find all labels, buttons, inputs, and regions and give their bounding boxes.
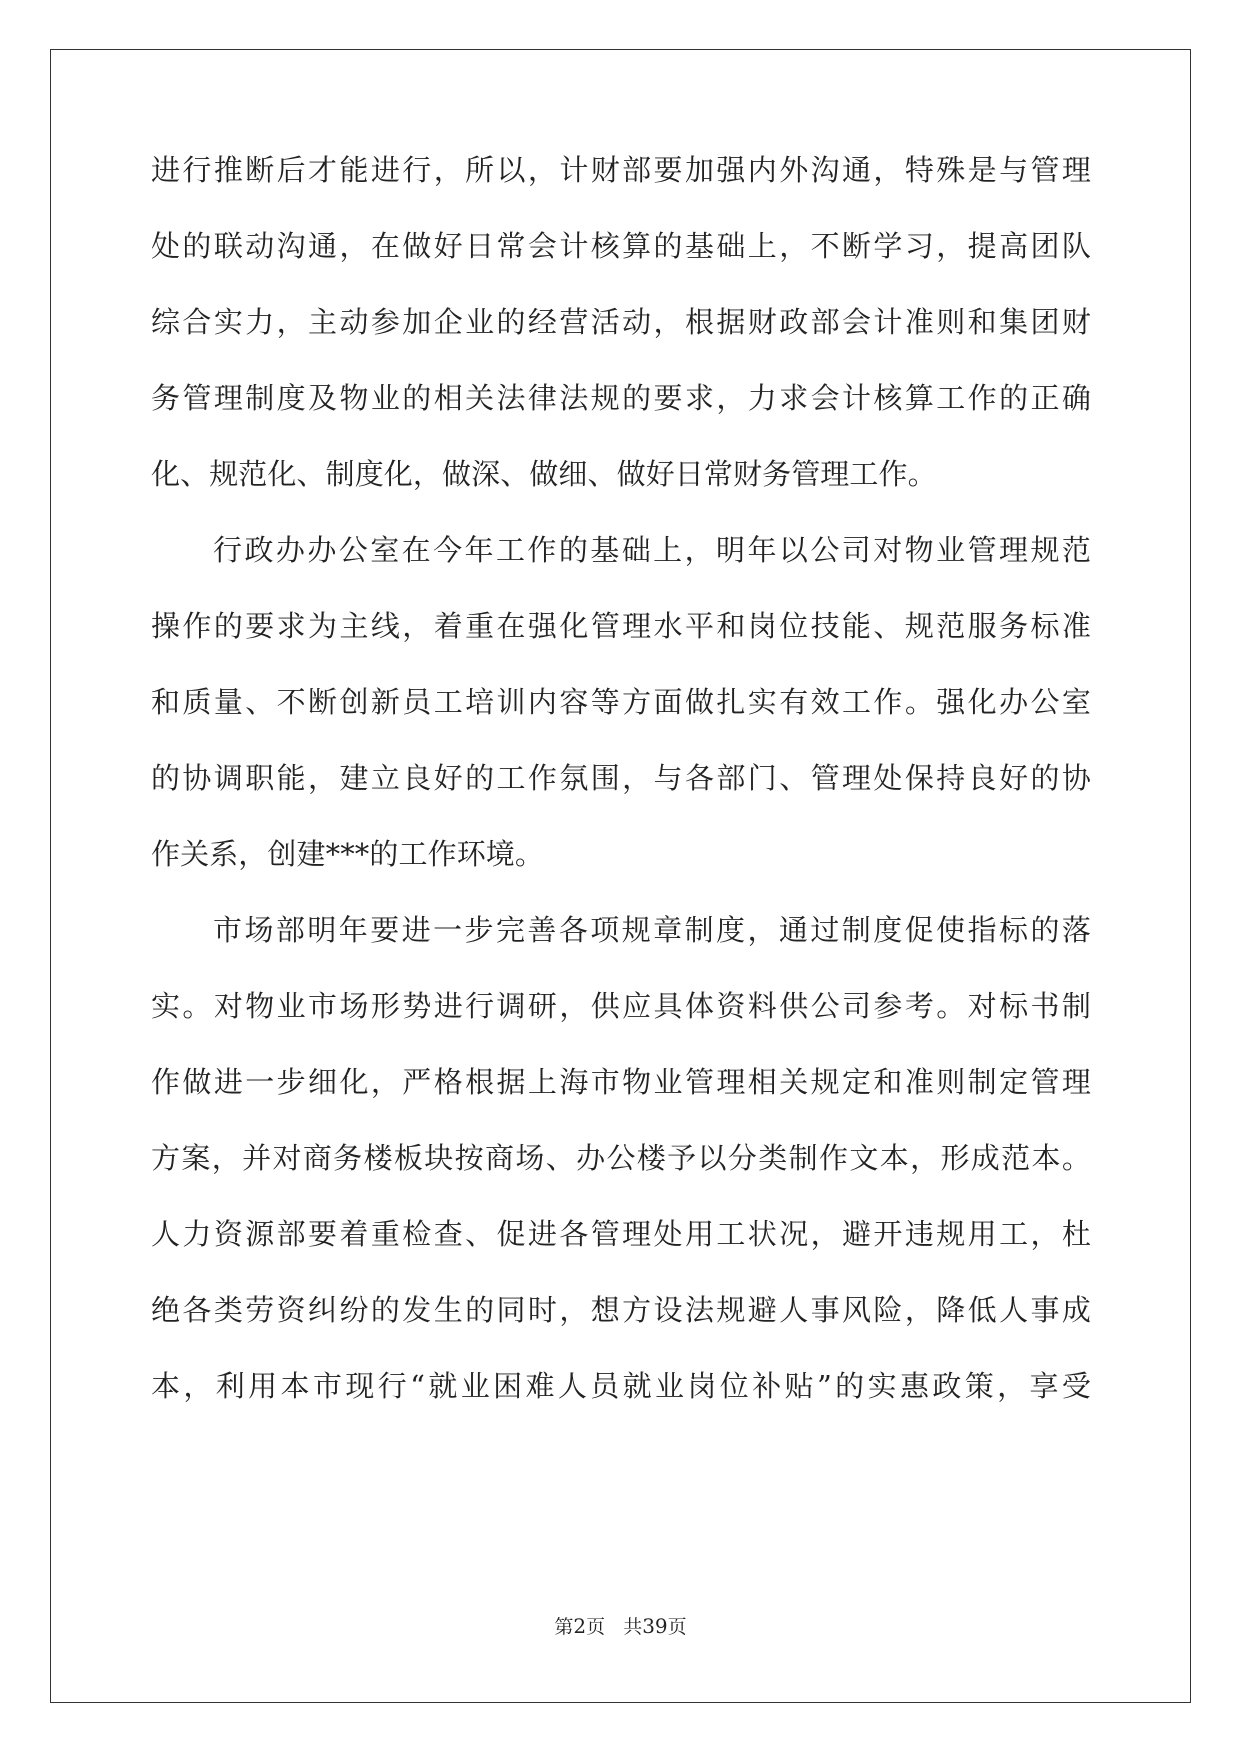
current-page-number: 2 xyxy=(573,1614,587,1638)
paragraph-2-line-4: 的协调职能，建立良好的工作氛围，与各部门、管理处保持良好的协 xyxy=(151,761,1091,795)
paragraph-3-line-6: 绝各类劳资纠纷的发生的同时，想方设法规避人事风险，降低人事成 xyxy=(151,1293,1091,1327)
paragraph-2-line-5: 作关系，创建***的工作环境。 xyxy=(151,837,545,871)
page-number-footer xyxy=(0,1614,1241,1639)
paragraph-3-line-5: 人力资源部要着重检查、促进各管理处用工状况，避开违规用工，杜 xyxy=(151,1217,1091,1251)
paragraph-3-line-3: 作做进一步细化，严格根据上海市物业管理相关规定和准则制定管理 xyxy=(151,1065,1091,1099)
footer-prefix: 第 xyxy=(554,1616,574,1638)
paragraph-1-line-3: 综合实力，主动参加企业的经营活动，根据财政部会计准则和集团财 xyxy=(151,305,1091,339)
paragraph-1-line-1: 进行推断后才能进行，所以，计财部要加强内外沟通，特殊是与管理 xyxy=(151,153,1091,187)
paragraph-1-line-2: 处的联动沟通，在做好日常会计核算的基础上，不断学习，提高团队 xyxy=(151,229,1091,263)
paragraph-3-line-2: 实。对物业市场形势进行调研，供应具体资料供公司参考。对标书制 xyxy=(151,989,1091,1023)
paragraph-2-line-2: 操作的要求为主线，着重在强化管理水平和岗位技能、规范服务标准 xyxy=(151,609,1091,643)
paragraph-3-line-7: 本，利用本市现行“就业困难人员就业岗位补贴”的实惠政策，享受 xyxy=(151,1369,1091,1403)
paragraph-3-line-4: 方案，并对商务楼板块按商场、办公楼予以分类制作文本，形成范本。 xyxy=(151,1141,1091,1175)
paragraph-2-line-1: 行政办办公室在今年工作的基础上，明年以公司对物业管理规范 xyxy=(213,533,1091,567)
paragraph-1-line-5: 化、规范化、制度化，做深、做细、做好日常财务管理工作。 xyxy=(151,457,937,491)
paragraph-1-line-4: 务管理制度及物业的相关法律法规的要求，力求会计核算工作的正确 xyxy=(151,381,1091,415)
paragraph-3-line-1: 市场部明年要进一步完善各项规章制度，通过制度促使指标的落 xyxy=(213,913,1091,947)
paragraph-2-line-3: 和质量、不断创新员工培训内容等方面做扎实有效工作。强化办公室 xyxy=(151,685,1091,719)
footer-mid: 页 共 xyxy=(586,1616,643,1638)
total-page-number: 39 xyxy=(642,1614,668,1638)
footer-suffix: 页 xyxy=(667,1616,687,1638)
page-border xyxy=(50,49,1191,1703)
